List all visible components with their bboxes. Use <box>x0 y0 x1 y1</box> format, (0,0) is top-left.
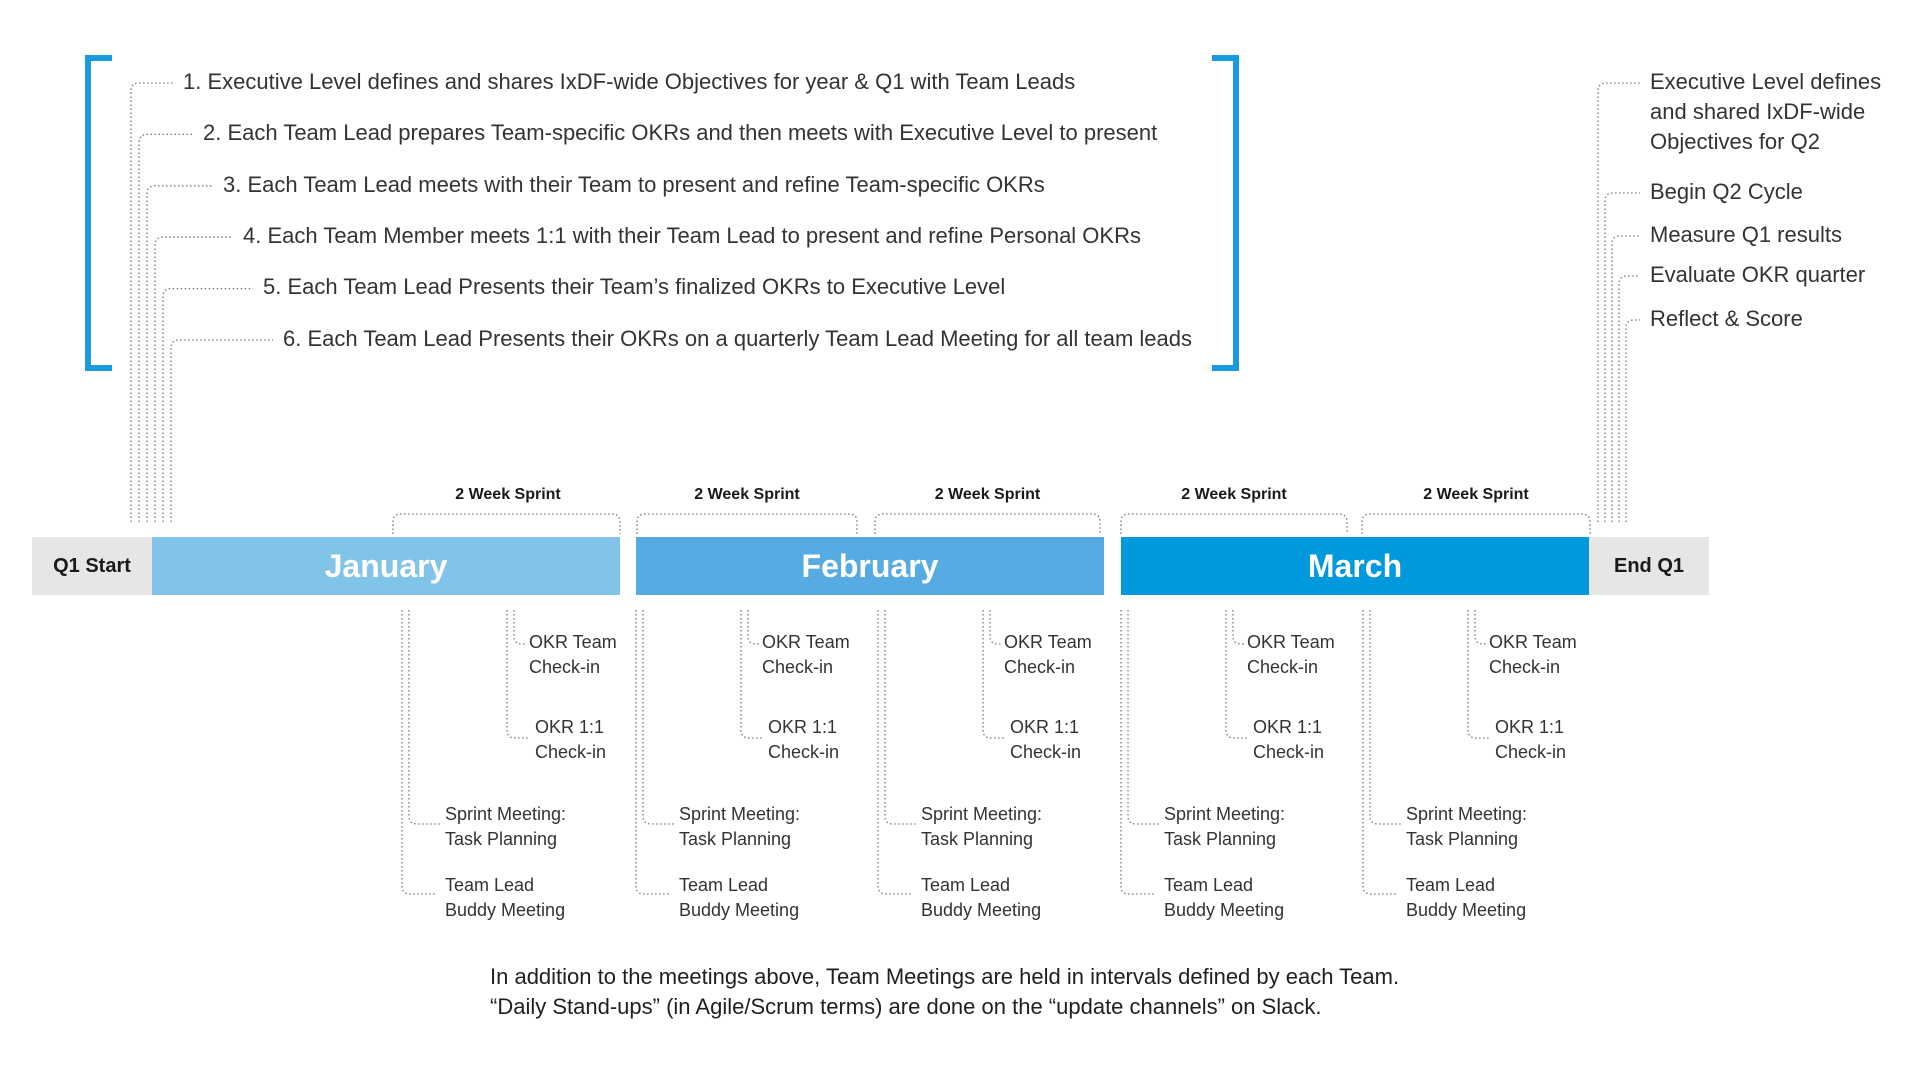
okr-team-connector <box>990 610 1003 644</box>
team-lead-buddy-meeting <box>921 873 1041 923</box>
sprint-label-4: 2 Week Sprint <box>1181 486 1287 503</box>
okr-one-on-one-line-2: Check-in <box>535 742 607 762</box>
note-line-1: In addition to the meetings above, Team Meetings are held in intervals defined by each Team. <box>490 964 1400 989</box>
okr-one-on-one-checkin <box>535 715 606 765</box>
okr-team-checkin-line-2: Check-in <box>1489 657 1561 677</box>
okr-one-on-one-connector <box>1226 610 1247 738</box>
okr-one-on-one-line-1: OKR 1:1 <box>768 717 838 737</box>
okr-team-checkin <box>1004 630 1092 680</box>
sprint-meeting-connector <box>643 610 676 824</box>
okr-team-checkin-line-1: OKR Team <box>1489 632 1577 652</box>
buddy-meeting-connector <box>402 610 436 894</box>
step-connector <box>147 186 213 522</box>
okr-one-on-one-checkin <box>1253 715 1324 765</box>
buddy-meeting-line-2: Buddy Meeting <box>445 900 566 920</box>
okr-one-on-one-connector <box>507 610 528 738</box>
sprint-label-5: 2 Week Sprint <box>1423 486 1529 503</box>
okr-team-checkin <box>1247 630 1335 680</box>
sprint-meeting-line-2: Task Planning <box>445 829 558 849</box>
okr-one-on-one-line-1: OKR 1:1 <box>1495 717 1565 737</box>
step-connector <box>171 340 273 522</box>
step-connector <box>131 83 173 522</box>
okr-one-on-one-line-2: Check-in <box>1253 742 1325 762</box>
okr-team-checkin-line-1: OKR Team <box>1004 632 1092 652</box>
okr-team-checkin-line-2: Check-in <box>1247 657 1319 677</box>
sprint-meeting-line-1: Sprint Meeting: <box>921 804 1043 824</box>
sprint-meeting <box>679 802 800 852</box>
okr-one-on-one-checkin <box>1010 715 1081 765</box>
sprint-label-3: 2 Week Sprint <box>934 486 1041 503</box>
okr-team-connector <box>514 610 527 644</box>
end-step-connector <box>1598 83 1640 522</box>
sprint-meeting-line-1: Sprint Meeting: <box>1164 804 1286 824</box>
end-step-reflect: Reflect & Score <box>1650 306 1803 331</box>
okr-team-checkin <box>529 630 617 680</box>
sprint-label-2: 2 Week Sprint <box>694 486 800 503</box>
okr-team-checkin-line-2: Check-in <box>1004 657 1076 677</box>
okr-one-on-one-line-2: Check-in <box>768 742 840 762</box>
month-february: February <box>636 537 1104 595</box>
end-step-define-line-1: Executive Level defines <box>1650 69 1882 94</box>
buddy-meeting-connector <box>878 610 912 894</box>
team-lead-buddy-meeting <box>445 873 565 923</box>
step-3: 3. Each Team Lead meets with their Team to present and refine Team-specific OKRs <box>223 172 1045 197</box>
end-q1-label: End Q1 <box>1589 537 1709 595</box>
step-4: 4. Each Team Member meets 1:1 with their Team Lead to present and refine Personal OKRs <box>243 223 1141 248</box>
buddy-meeting-line-1: Team Lead <box>445 875 535 895</box>
sprint-meeting-line-1: Sprint Meeting: <box>1406 804 1528 824</box>
end-step-connector <box>1612 236 1640 522</box>
okr-team-checkin-line-2: Check-in <box>762 657 834 677</box>
sprint-meeting <box>445 802 566 852</box>
okr-one-on-one-line-2: Check-in <box>1010 742 1082 762</box>
step-5: 5. Each Team Lead Presents their Team’s finalized OKRs to Executive Level <box>263 274 1006 299</box>
buddy-meeting-line-1: Team Lead <box>679 875 769 895</box>
sprint-meeting <box>1406 802 1527 852</box>
buddy-meeting-line-1: Team Lead <box>1406 875 1496 895</box>
end-step-define-line-3: Objectives for Q2 <box>1650 129 1820 154</box>
sprint-meeting-line-1: Sprint Meeting: <box>445 804 567 824</box>
end-step-define-line-2: and shared IxDF-wide <box>1650 99 1866 124</box>
buddy-meeting-connector <box>636 610 670 894</box>
buddy-meeting-line-2: Buddy Meeting <box>1164 900 1285 920</box>
okr-one-on-one-connector <box>741 610 762 738</box>
step-connector <box>163 289 253 522</box>
end-step-connector <box>1626 320 1640 522</box>
okr-team-checkin-line-2: Check-in <box>529 657 601 677</box>
buddy-meeting-line-1: Team Lead <box>921 875 1011 895</box>
sprint-bracket <box>875 514 1100 534</box>
step-2: 2. Each Team Lead prepares Team-specific OKRs and then meets with Executive Level to present <box>203 120 1158 145</box>
okr-one-on-one-line-2: Check-in <box>1495 742 1567 762</box>
okr-team-checkin-line-1: OKR Team <box>1247 632 1335 652</box>
okr-team-connector <box>748 610 761 644</box>
sprint-meeting-connector <box>409 610 442 824</box>
month-january: January <box>152 537 620 595</box>
sprint-meeting-connector <box>1128 610 1161 824</box>
buddy-meeting-connector <box>1121 610 1155 894</box>
note-line-2: “Daily Stand-ups” (in Agile/Scrum terms) are done on the “update channels” on Slack. <box>490 994 1322 1019</box>
team-lead-buddy-meeting <box>1164 873 1284 923</box>
sprint-meeting-line-2: Task Planning <box>1406 829 1519 849</box>
buddy-meeting-line-2: Buddy Meeting <box>679 900 800 920</box>
sprint-bracket <box>637 514 857 534</box>
end-step-connector <box>1605 193 1640 522</box>
okr-team-checkin <box>762 630 850 680</box>
sprint-meeting <box>1164 802 1285 852</box>
okr-one-on-one-connector <box>983 610 1004 738</box>
q1-start-label: Q1 Start <box>32 537 152 595</box>
buddy-meeting-line-2: Buddy Meeting <box>1406 900 1527 920</box>
step-connector <box>155 237 233 522</box>
okr-one-on-one-line-1: OKR 1:1 <box>535 717 605 737</box>
sprint-meeting-line-2: Task Planning <box>921 829 1034 849</box>
okr-one-on-one-checkin <box>1495 715 1566 765</box>
okr-team-connector <box>1475 610 1488 644</box>
sprint-meeting-connector <box>885 610 918 824</box>
sprint-label-1: 2 Week Sprint <box>455 486 561 503</box>
buddy-meeting-line-2: Buddy Meeting <box>921 900 1042 920</box>
right-bracket <box>1212 58 1236 368</box>
end-step-measure: Measure Q1 results <box>1650 222 1842 247</box>
step-1: 1. Executive Level defines and shares IxDF-wide Objectives for year & Q1 with Team Leads <box>183 69 1076 94</box>
end-step-connector <box>1619 276 1640 522</box>
sprint-meeting-line-1: Sprint Meeting: <box>679 804 801 824</box>
buddy-meeting-line-1: Team Lead <box>1164 875 1254 895</box>
left-bracket <box>88 58 112 368</box>
step-6: 6. Each Team Lead Presents their OKRs on a quarterly Team Lead Meeting for all team leads <box>283 326 1193 351</box>
okr-team-connector <box>1233 610 1246 644</box>
okr-team-checkin <box>1489 630 1577 680</box>
okr-team-checkin-line-1: OKR Team <box>762 632 850 652</box>
sprint-bracket <box>1362 514 1590 534</box>
okr-one-on-one-checkin <box>768 715 839 765</box>
sprint-bracket <box>1121 514 1347 534</box>
month-march: March <box>1121 537 1589 595</box>
team-lead-buddy-meeting <box>679 873 799 923</box>
sprint-bracket <box>393 514 620 534</box>
end-step-evaluate: Evaluate OKR quarter <box>1650 262 1866 287</box>
sprint-meeting-connector <box>1370 610 1403 824</box>
buddy-meeting-connector <box>1363 610 1397 894</box>
okr-one-on-one-line-1: OKR 1:1 <box>1010 717 1080 737</box>
sprint-meeting-line-2: Task Planning <box>1164 829 1277 849</box>
end-step-begin-q2: Begin Q2 Cycle <box>1650 179 1803 204</box>
okr-team-checkin-line-1: OKR Team <box>529 632 617 652</box>
okr-one-on-one-line-1: OKR 1:1 <box>1253 717 1323 737</box>
team-lead-buddy-meeting <box>1406 873 1526 923</box>
sprint-meeting-line-2: Task Planning <box>679 829 792 849</box>
okr-one-on-one-connector <box>1468 610 1489 738</box>
sprint-meeting <box>921 802 1042 852</box>
